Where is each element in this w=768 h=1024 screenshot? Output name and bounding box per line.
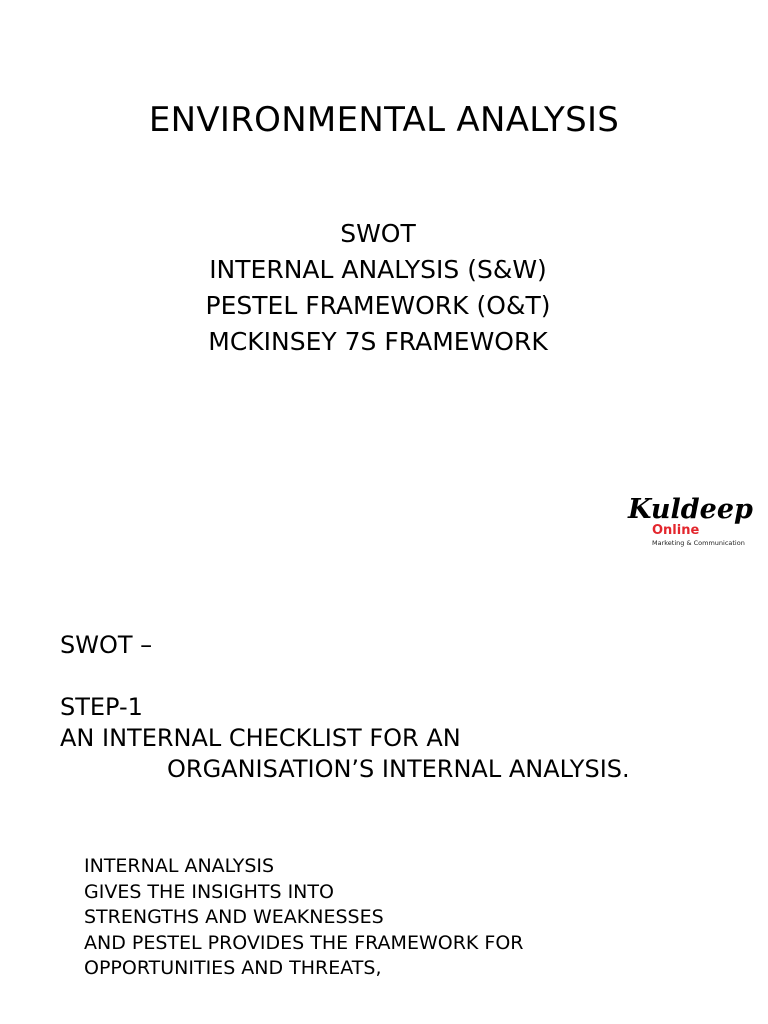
step-description-continued: ORGANISATION’S INTERNAL ANALYSIS. [167,755,630,783]
note-line: OPPORTUNITIES AND THREATS, [84,957,382,979]
note-line: INTERNAL ANALYSIS [84,855,275,877]
kuldeep-online-logo [626,494,753,552]
note-line: STRENGTHS AND WEAKNESSES [84,906,384,928]
logo-subtext: Online [652,523,700,538]
topic-item: PESTEL FRAMEWORK (O&T) [205,291,551,320]
step-label: STEP-1 [60,693,143,721]
topic-item: INTERNAL ANALYSIS (S&W) [209,255,547,284]
slide-title: ENVIRONMENTAL ANALYSIS [148,100,620,140]
logo-wordmark: Kuldeep [628,494,753,525]
analysis-note [84,854,764,982]
logo-tagline: Marketing & Communication [652,539,745,547]
note-line: GIVES THE INSIGHTS INTO [84,880,334,903]
topic-list [0,216,756,360]
swot-section [60,630,760,785]
step-description: AN INTERNAL CHECKLIST FOR AN [60,724,461,752]
topic-item: SWOT [340,219,416,248]
swot-heading: SWOT – [60,631,153,659]
note-line: AND PESTEL PROVIDES THE FRAMEWORK FOR [84,931,524,954]
topic-item: MCKINSEY 7S FRAMEWORK [208,327,548,356]
